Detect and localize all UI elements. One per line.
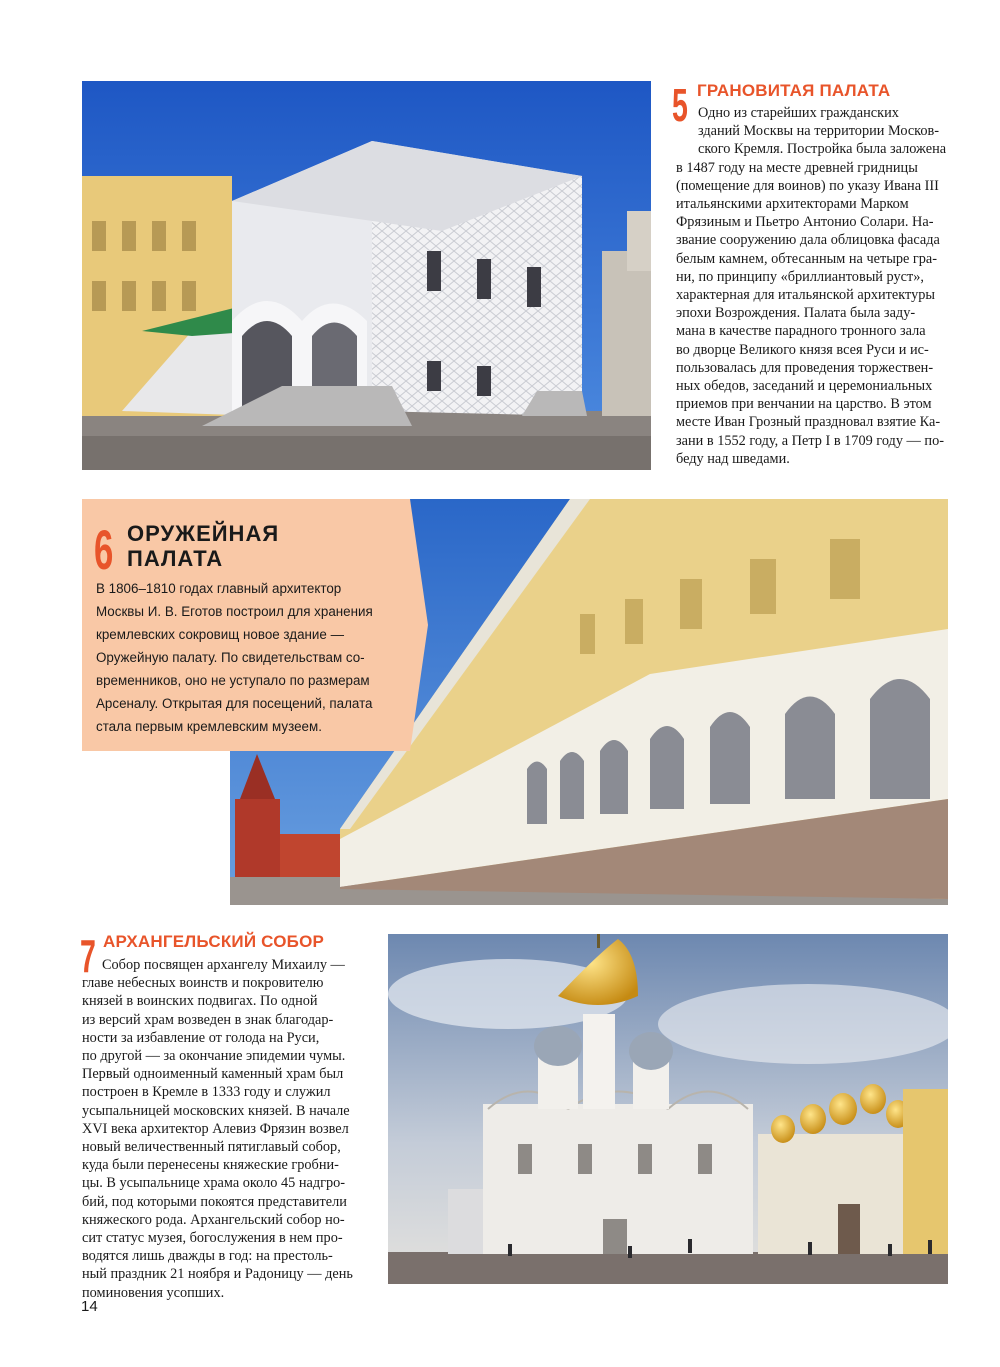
section-body <box>82 956 353 1302</box>
arkhangelsky-sobor-photo <box>388 934 948 1284</box>
text-line: беду над шведами. <box>676 450 790 467</box>
text-line: В 1806–1810 годах главный архитектор <box>96 581 342 596</box>
text-line: Оружейную палату. По свидетельствам со- <box>96 650 365 665</box>
text-line: главе небесных воинств и покровителю <box>82 975 324 992</box>
text-line: приемов при венчании на царство. В этом <box>676 396 932 413</box>
text-line: бий, под которыми покоятся представители <box>82 1193 347 1210</box>
callout-pointer <box>410 499 428 751</box>
section-title: ГРАНОВИТАЯ ПАЛАТА <box>697 81 891 100</box>
section-number: 7 <box>80 930 96 982</box>
section-title: АРХАНГЕЛЬСКИЙ СОБОР <box>103 932 325 951</box>
text-line: построен в Кремле в 1333 году и служил <box>82 1084 331 1101</box>
text-line: итальянскими архитекторами Марком <box>676 196 909 213</box>
text-line: княжеского рода. Архангельский собор но- <box>82 1211 345 1228</box>
text-line: XVI века архитектор Алевиз Фрязин возвел <box>82 1120 349 1137</box>
text-line: новый величественный пятиглавый собор, <box>82 1139 341 1156</box>
text-line: зани в 1552 году, а Петр I в 1709 году — по- <box>676 432 944 449</box>
text-line: эпохи Возрождения. Палата была заду- <box>676 305 916 322</box>
section-title <box>127 521 279 571</box>
text-line: зданий Москвы на территории Москов- <box>698 123 940 140</box>
page-number: 14 <box>81 1298 98 1315</box>
text-line: Одно из старейших гражданских <box>698 105 899 121</box>
text-line: во дворце Великого князя всея Руси и ис- <box>676 341 929 358</box>
text-line: из версий храм возведен в знак благодар- <box>82 1011 334 1028</box>
text-line: поминовения усопших. <box>82 1284 225 1301</box>
text-line: пользовалась для проведения торжествен- <box>676 359 934 376</box>
text-line: Москвы И. В. Еготов построил для хранения <box>96 604 373 619</box>
text-line: мана в качестве парадного тронного зала <box>676 323 926 340</box>
section-number: 6 <box>94 518 114 581</box>
text-line: кремлевских сокровищ новое здание — <box>96 627 344 642</box>
text-line: Первый одноименный каменный храм был <box>82 1066 344 1083</box>
text-line: (помещение для воинов) по указу Ивана III <box>676 177 939 194</box>
text-line: ского Кремля. Постройка была заложена <box>698 141 947 158</box>
text-line: Собор посвящен архангелу Михаилу — <box>102 957 345 973</box>
text-line: по другой — за окончание эпидемии чумы. <box>82 1048 346 1065</box>
text-line: князей в воинских подвигах. По одной <box>82 993 318 1010</box>
text-line: сит статус музея, богослужения в нем про- <box>82 1230 343 1247</box>
text-line: ни, по принципу «бриллиантовый руст», <box>676 268 924 285</box>
title-line: ОРУЖЕЙНАЯ <box>127 521 280 546</box>
text-line: стала первым кремлевским музеем. <box>96 719 322 734</box>
title-line: ПАЛАТА <box>127 546 224 571</box>
text-line: ности за избавление от голода на Руси, <box>82 1029 320 1046</box>
text-line: белым камнем, обтесанным на четыре гра- <box>676 250 938 267</box>
text-line: ный праздник 21 ноября и Радоницу — день <box>82 1266 353 1283</box>
text-line: в 1487 году на месте древней гридницы <box>676 159 918 176</box>
text-line: цы. В усыпальнице храма около 45 надгро- <box>82 1175 346 1192</box>
text-line: куда были перенесены княжеские гробни- <box>82 1157 339 1174</box>
text-line: звание сооружению дала облицовка фасада <box>676 232 940 249</box>
text-line: временников, оно не уступало по размерам <box>96 673 370 688</box>
granovitaya-palata-photo <box>82 81 651 470</box>
section-number: 5 <box>672 79 688 131</box>
text-line: характерная для итальянской архитектуры <box>676 287 935 304</box>
text-line: Арсеналу. Открытая для посещений, палата <box>96 696 373 711</box>
text-line: месте Иван Грозный праздновал взятие Ка- <box>676 414 941 431</box>
section-body <box>676 104 946 468</box>
text-line: водятся лишь дважды в год: на престоль- <box>82 1248 333 1265</box>
text-line: Фрязиным и Пьетро Антонио Солари. На- <box>676 214 934 231</box>
text-line: ных обедов, заседаний и церемониальных <box>676 378 933 395</box>
section-body <box>96 577 373 738</box>
text-line: усыпальницей московских князей. В начале <box>82 1102 350 1119</box>
